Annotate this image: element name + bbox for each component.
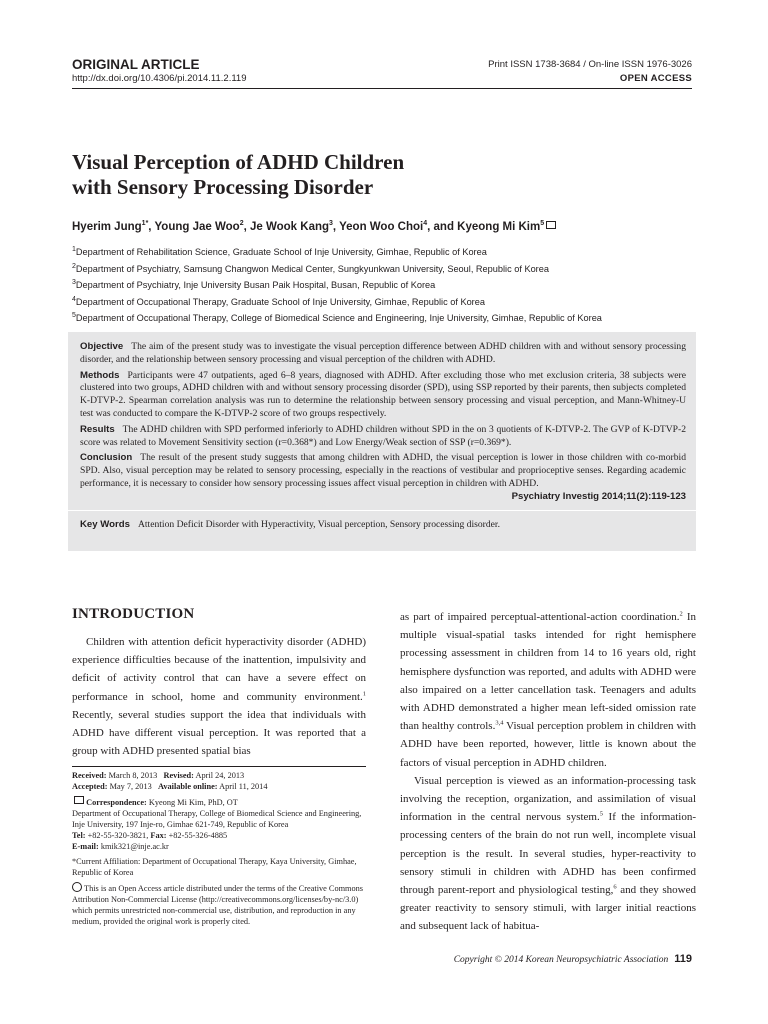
open-access-label: OPEN ACCESS (619, 73, 692, 84)
intro-paragraph-2: Visual perception is viewed as an information-processing task involving the reception, organization, and assimilation of visual information in the central nervous system.$^5$ If the information-processing centers of the brain do not run well, incomplete visual perception is the result. In several studies, hyper-reactivity to sensory stimuli in children with ADHD has been confirmed through parent-report and physiological testing,$^6$ and they showed greater reactivity to sensory stimuli, with larger initial reactions and subsequent lack of habitua- (400, 774, 696, 933)
dates-line: Received: March 8, 2013 Revised: April 24, 2013 Accepted: May 7, 2013 Available online: April 11, 2014 (72, 771, 268, 791)
author-name: Hyerim Jung (72, 220, 142, 233)
affiliation-item: $^3$Department of Psychiatry, Inje University Busan Paik Hospital, Busan, Republic of Korea (72, 279, 436, 291)
article-title (72, 150, 692, 200)
author-sep: , and (427, 220, 458, 233)
copyright: Copyright © 2014 Korean Neuropsychiatric Association (453, 955, 669, 965)
affiliation-item: $^1$Department of Rehabilitation Science, Graduate School of Inje University, Gimhae, Republic of Korea (72, 246, 487, 258)
author-name: Kyeong Mi Kim (457, 220, 541, 233)
title-line-1: Visual Perception of ADHD Children (72, 150, 405, 174)
article-footnote (72, 770, 366, 931)
abstract-methods: Methods Participants were 47 outpatients, aged 6–8 years, diagnosed with ADHD. After excluding those who met exclusion criteria, 38 subjects were clustered into two groups, ADHD children with and without sensory processing disorder (SPD), using SSP reported by their parents, then subjects completed K-DTVP-2. Spearman correlation analysis was run to determine the relationship between sensory processing and visual perception, and Mann-Whitney-U test was conducted to compare the K-DTVP-2 score of two groups respectively. (80, 369, 686, 419)
doi-link[interactable]: http://dx.doi.org/10.4306/pi.2014.11.2.119 (72, 73, 247, 84)
keywords: Key Words Attention Deficit Disorder with Hyperactivity, Visual perception, Sensory processing disorder. (80, 519, 500, 530)
issn: Print ISSN 1738-3684 / On-line ISSN 1976-3026 (488, 59, 692, 70)
email-link[interactable]: kmik321@inje.ac.kr (100, 842, 169, 851)
affiliations (72, 243, 712, 326)
abstract-box (68, 332, 696, 551)
author-sup: 5 (540, 220, 545, 227)
journal-citation: Psychiatry Investig 2014;11(2):119-123 (511, 490, 686, 502)
affiliation-item: $^5$Department of Occupational Therapy, College of Biomedical Science and Engineering, Inje University, Gimhae, Republic of Korea (72, 312, 602, 324)
author-sup: 2 (239, 220, 244, 227)
left-column (72, 606, 366, 760)
intro-paragraph-1: Children with attention deficit hyperactivity disorder (ADHD) experience difficulties because of the inattention, impulsivity and deficit of activity control that can have a severe effect on performance in school, home and community environment.$^1$ Recently, several studies support the idea that individuals with ADHD have different visual perception. It was reported that a group with ADHD presented spatial bias (72, 636, 366, 758)
title-line-2: with Sensory Processing Disorder (72, 175, 374, 199)
author-sep: , (243, 220, 250, 233)
section-heading-introduction: INTRODUCTION (72, 606, 195, 622)
affiliation-item: $^4$Department of Occupational Therapy, Graduate School of Inje University, Gimhae, Republic of Korea (72, 295, 485, 307)
author-sup: 4 (423, 220, 428, 227)
author-name: Yeon Woo Choi (339, 220, 424, 233)
author-sep: , (332, 220, 340, 233)
author-sep: , (148, 220, 155, 233)
correspondence: Correspondence: Kyeong Mi Kim, PhD, OT Department of Occupational Therapy, College of Biomedical Science and Engineering, Inje University, 197 Inje-ro, Gimhae 621-749, Republic of Korea Tel: +82-55-320-3821, Fax: +82-55-326-4885 E-mail: kmik321@inje.ac.kr (72, 798, 362, 851)
license-note: This is an Open Access article distributed under the terms of the Creative Commons Attribution Non-Commercial License (http://creativecommons.org/licenses/by-nc/3.0) which permits unrestricted non-commercial use, distribution, and reproduction in any medium, provided the original work is properly cited. (72, 884, 364, 926)
author-name: Je Wook Kang (249, 220, 330, 233)
footnote-divider (72, 766, 366, 767)
page-number: 119 (674, 953, 692, 965)
author-name: Young Jae Woo (154, 220, 240, 233)
envelope-icon (74, 796, 84, 804)
abstract-conclusion: Conclusion The result of the present study suggests that among children with ADHD, the visual perception is lower in those children with co-morbid SPD. Also, visual perception may be related to sensory processing, especially in the reactions of vestibular and proprioceptive senses. Regarding academic performance, it is necessary to consider how sensory processing issues affect visual perception in children with ADHD. Psychiatry Investig 2014;11(2):119-123 (80, 452, 686, 502)
right-column (400, 608, 696, 936)
creative-commons-icon (72, 882, 82, 892)
keywords-divider (68, 510, 696, 511)
author-list (72, 220, 712, 233)
page-footer (454, 953, 692, 965)
header-divider (72, 88, 692, 89)
abstract-results: Results The ADHD children with SPD performed inferiorly to ADHD children without SPD in the on 3 quotients of K-DTVP-2. The GVP of K-DTVP-2 score was related to Movement Sensitivity section (r=0.368*) and Low Energy/Weak section of SSP (r=0.369*). (80, 423, 686, 448)
abstract-objective: Objective The aim of the present study was to investigate the visual perception difference between ADHD children with and without sensory processing disorder, and the relationship between sensory processing and visual perception of the children with ADHD. (80, 341, 686, 365)
affiliation-item: $^2$Department of Psychiatry, Samsung Changwon Medical Center, Sungkyunkwan University, Seoul, Republic of Korea (72, 262, 549, 274)
current-affiliation-note: *Current Affiliation: Department of Occupational Therapy, Kaya University, Gimhae, Republic of Korea (72, 857, 357, 877)
envelope-icon (546, 221, 556, 229)
author-sup: 1* (141, 220, 149, 227)
article-type: ORIGINAL ARTICLE (72, 57, 200, 72)
intro-paragraph-continued: as part of impaired perceptual-attentional-action coordination.$^2$ In multiple visual-spatial tasks intended for right hemisphere processing assessment in children from 14 to 16 years old, right hemisphere dysfunction was reported, and adults with ADHD were also impaired on a letter cancellation task. Teenagers and adults with ADHD demonstrated a higher mean left-sided omission rate than healthy controls.$^{3,4}$ Visual perception problem in children with ADHD have been reported, however, little is known about the factors of visual perception in ADHD children. (400, 610, 696, 769)
author-sup: 3 (329, 220, 333, 227)
